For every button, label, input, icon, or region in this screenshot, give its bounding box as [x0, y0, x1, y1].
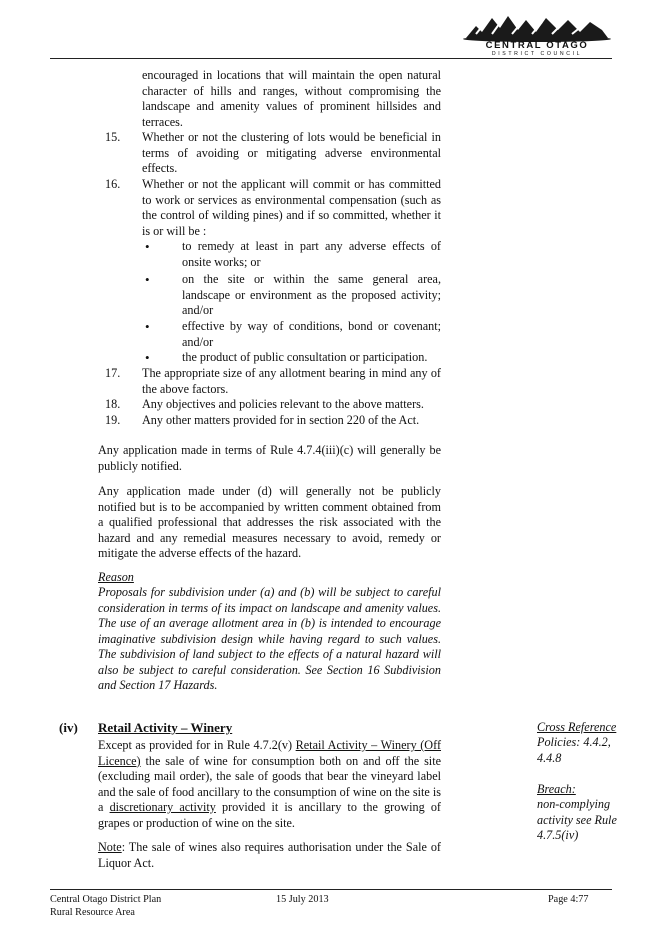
discretionary-activity-link[interactable]: discretionary activity [109, 800, 216, 814]
item-number: 15. [105, 130, 121, 144]
footer-page-number: Page 4:77 [548, 894, 589, 905]
note-label: Note [98, 840, 122, 854]
breach-text: non-complying activity see Rule 4.7.5(iv) [537, 797, 617, 842]
logo-title: CENTRAL OTAGO [485, 40, 589, 51]
rule-paragraph [98, 738, 441, 831]
item-text: Any other matters provided for in section 220 of the Act. [142, 413, 420, 427]
note-text: : The sale of wines also requires authorisation under the Sale of Liquor Act. [98, 840, 441, 870]
item-text: The appropriate size of any allotment bearing in mind any of the above factors. [142, 366, 441, 396]
logo-subtitle: DISTRICT COUNCIL [491, 51, 583, 57]
rule-text-c: provided it is ancillary to the growing of grapes or production of wine on the site. [98, 800, 441, 830]
section-number: (iv) [59, 720, 78, 735]
off-licence-link[interactable]: Retail Activity – Winery (Off Licence) [98, 738, 442, 768]
bullet-icon: • [145, 350, 150, 365]
section-title: Retail Activity – Winery [98, 720, 233, 735]
bullet-text: to remedy at least in part any adverse effects of onsite works; or [182, 239, 441, 269]
header-rule [50, 58, 612, 59]
hazard-paragraph: Any application made under (d) will generally not be publicly notified but is to be accompanied by written comment obtained from a qualified professional that addresses the risk associated with the hazard and any remedial measures necessary to avoid, remedy or mitigate the adverse effects of the hazard. [98, 484, 441, 560]
footer-date: 15 July 2013 [276, 894, 329, 905]
breach-title: Breach: [537, 782, 576, 796]
reason-heading: Reason [98, 570, 134, 584]
bullet-text: the product of public consultation or participation. [182, 350, 428, 364]
bullet-text: effective by way of conditions, bond or covenant; and/or [182, 319, 441, 349]
cross-reference-policies: Policies: 4.4.2, 4.4.8 [537, 735, 611, 765]
bullet-text: on the site or within the same general area, landscape or environment as the proposed activity; and/or [182, 272, 441, 317]
mountains-logo-icon [462, 12, 612, 42]
rule-text-b: the sale of wine for consumption both on and off the site (excluding mail order), the sale of goods that bear the vineyard label and the sale of food ancillary to the consumption of wine on the site is a [98, 753, 441, 814]
cross-reference-title: Cross Reference [537, 720, 617, 734]
bullet-icon: • [145, 319, 150, 334]
item-number: 18. [105, 397, 121, 411]
item-number: 19. [105, 413, 121, 427]
item-number: 17. [105, 366, 121, 380]
bullet-icon: • [145, 272, 150, 287]
rule-text-a: Except as provided for in Rule 4.7.2(v) [98, 738, 296, 752]
footer-rule [50, 889, 612, 890]
footer-area: Rural Resource Area [50, 907, 135, 918]
item-number: 16. [105, 177, 121, 191]
footer-plan-name: Central Otago District Plan [50, 894, 162, 905]
item-text: Whether or not the clustering of lots would be beneficial in terms of avoiding or mitigating adverse environmental effects. [142, 130, 441, 175]
bullet-icon: • [145, 239, 150, 254]
note-paragraph [98, 840, 441, 871]
notification-paragraph: Any application made in terms of Rule 4.7.4(iii)(c) will generally be publicly notified. [98, 443, 441, 473]
council-logo [462, 12, 612, 58]
intro-paragraph: encouraged in locations that will maintain the open natural character of hills and ranges, without compromising the landscape and amenity values of prominent hillsides and terraces. [142, 68, 441, 129]
reason-text: Proposals for subdivision under (a) and (b) will be subject to careful consideration in terms of its impact on landscape and amenity values. The use of an average allotment area in (b) is intended to encourage imaginative subdivision design while having regard to such values. The subdivision of land subject to the effects of a natural hazard will also be subject to careful consideration. See Section 16 Subdivision and Section 17 Hazards. [98, 585, 441, 692]
item-text: Any objectives and policies relevant to the above matters. [142, 397, 424, 411]
item-text: Whether or not the applicant will commit or has committed to work or services as environmental compensation (such as the control of wilding pines) and if so committed, whether it is or will be : [142, 177, 441, 238]
